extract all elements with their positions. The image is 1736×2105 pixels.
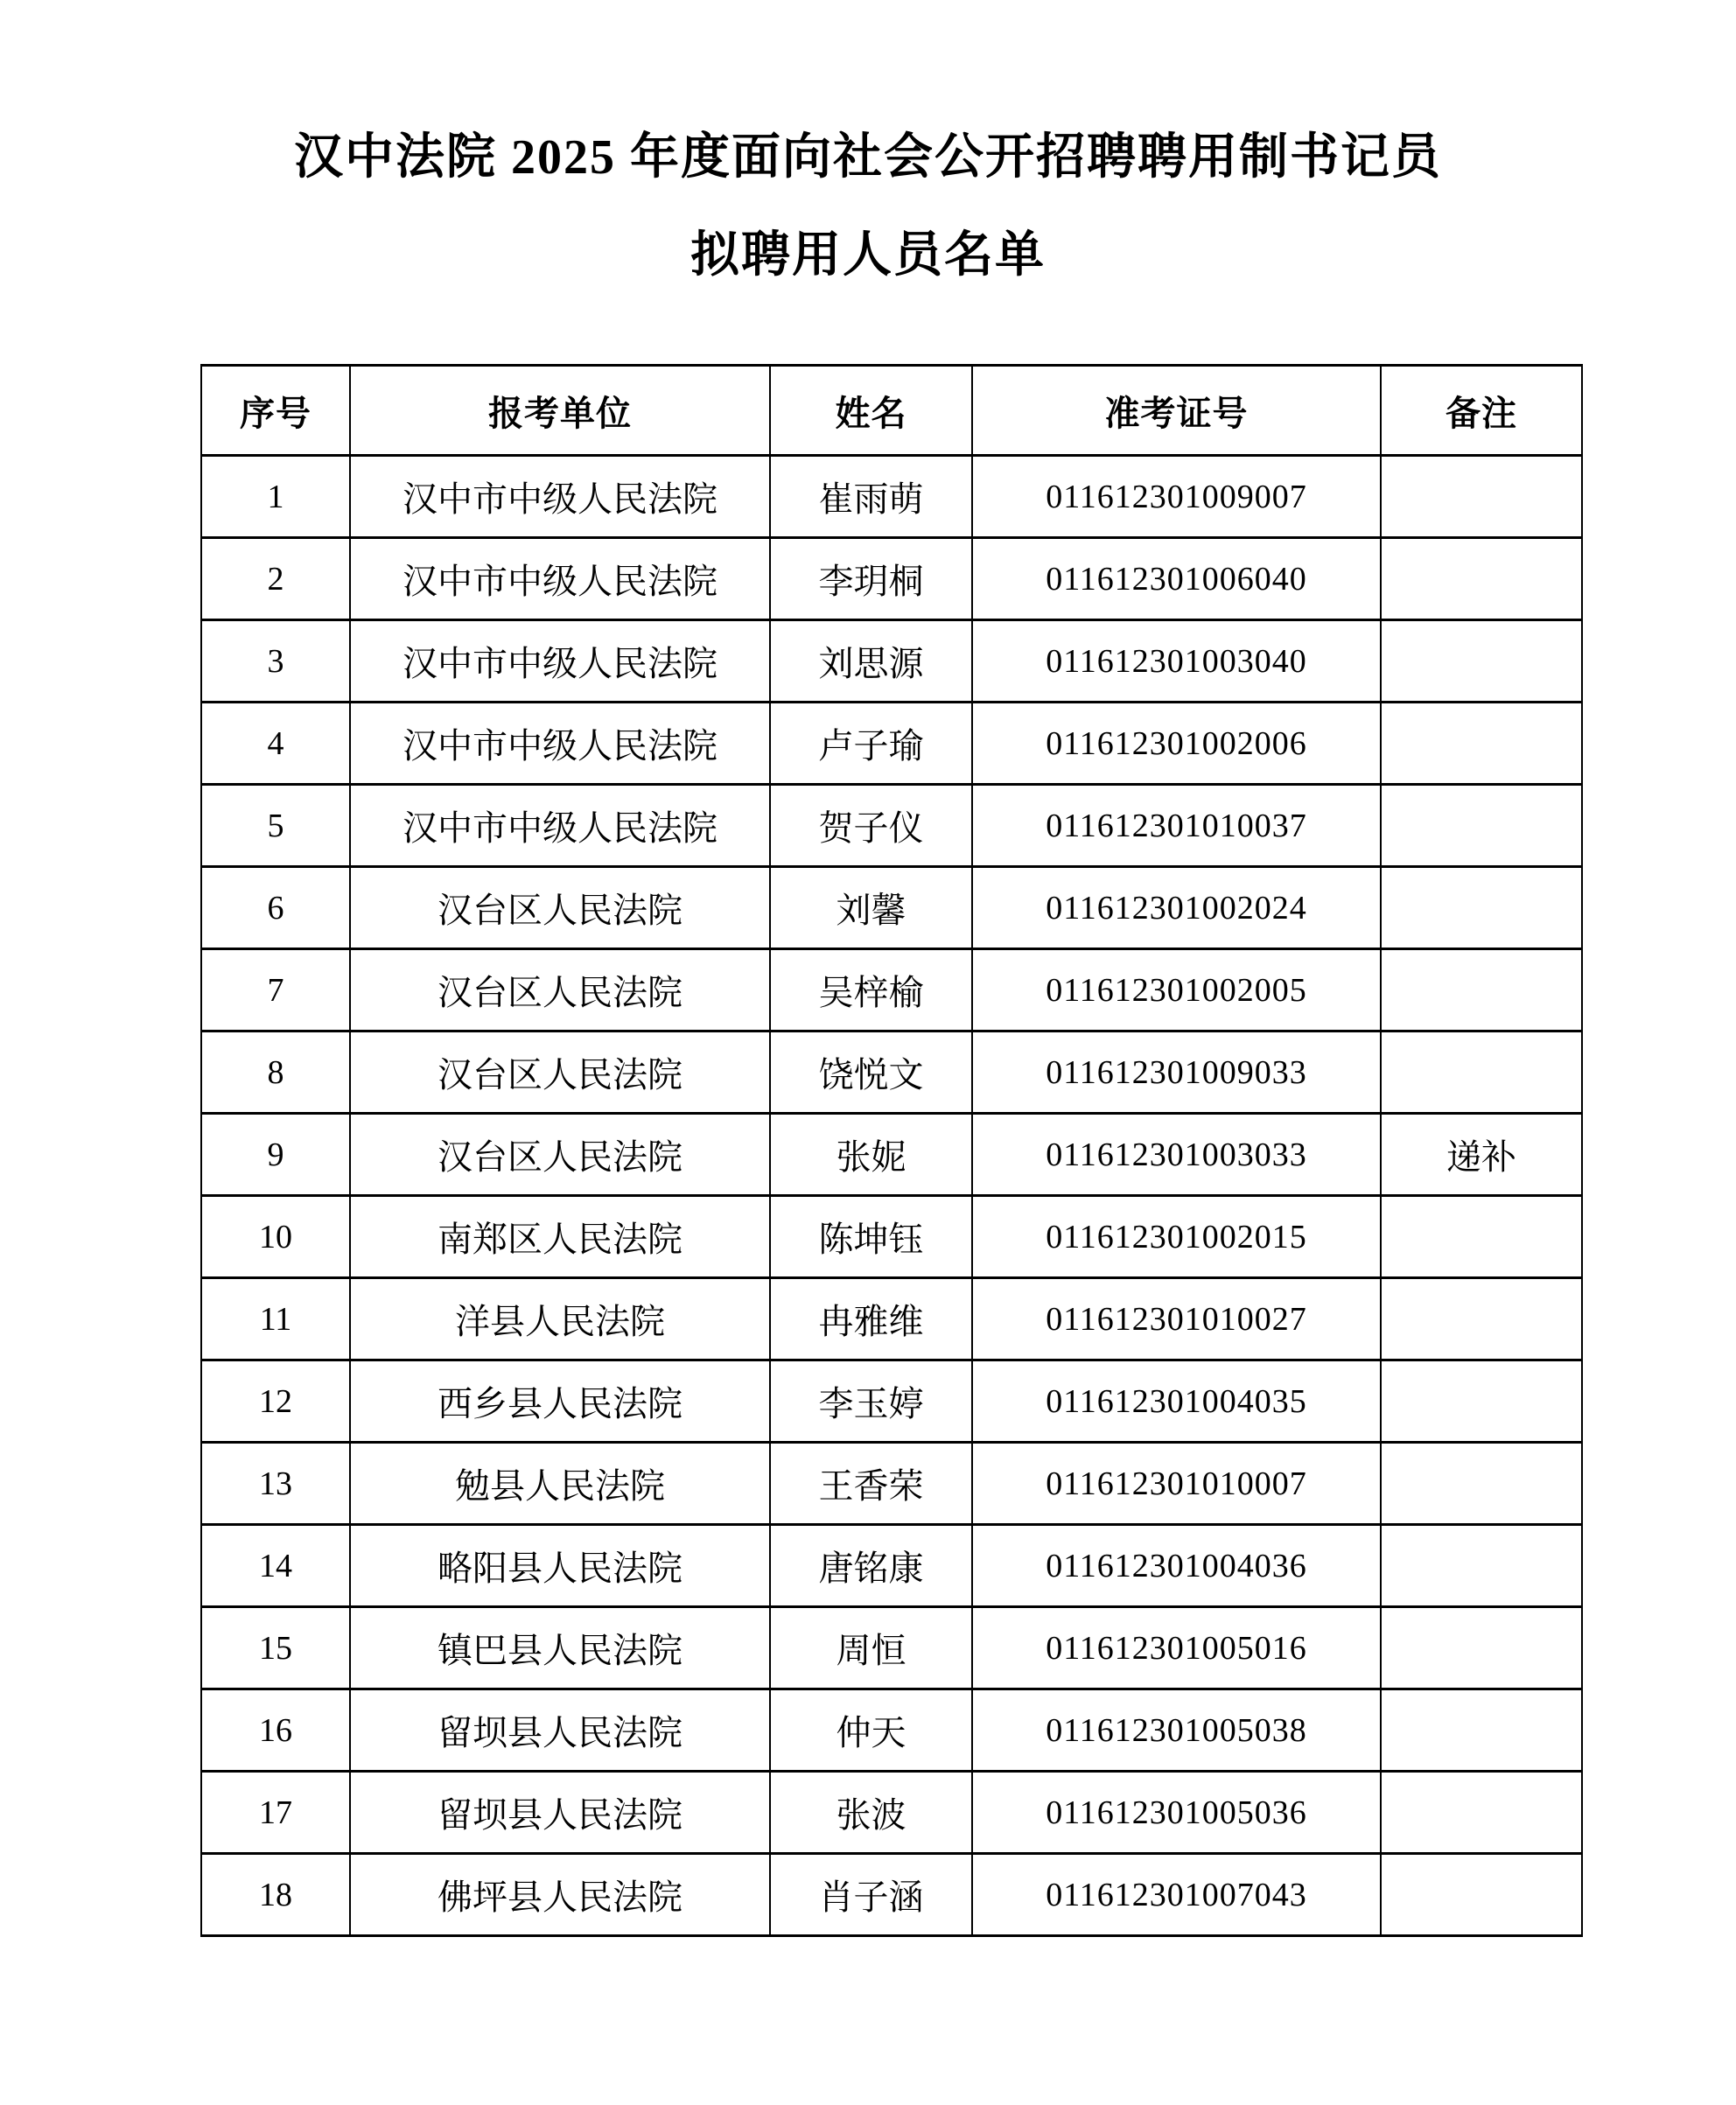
cell-name: 吴梓榆	[770, 949, 972, 1032]
cell-ticket: 011612301009033	[972, 1032, 1381, 1114]
header-remark: 备注	[1381, 366, 1582, 456]
cell-remark	[1381, 867, 1582, 949]
cell-seq: 8	[201, 1032, 350, 1114]
cell-remark	[1381, 620, 1582, 703]
table-row	[201, 538, 1582, 620]
cell-ticket: 011612301005038	[972, 1689, 1381, 1772]
cell-remark	[1381, 785, 1582, 867]
cell-ticket: 011612301010037	[972, 785, 1381, 867]
table-row	[201, 456, 1582, 538]
cell-name: 王香荣	[770, 1443, 972, 1525]
cell-seq: 7	[201, 949, 350, 1032]
table-row	[201, 1032, 1582, 1114]
cell-unit: 汉中市中级人民法院	[350, 456, 770, 538]
cell-unit: 汉中市中级人民法院	[350, 538, 770, 620]
table-row	[201, 1772, 1582, 1854]
cell-name: 张波	[770, 1772, 972, 1854]
cell-seq: 9	[201, 1114, 350, 1196]
header-name: 姓名	[770, 366, 972, 456]
cell-unit: 镇巴县人民法院	[350, 1607, 770, 1689]
cell-name: 陈坤钰	[770, 1196, 972, 1278]
cell-ticket: 011612301009007	[972, 456, 1381, 538]
cell-ticket: 011612301006040	[972, 538, 1381, 620]
cell-name: 唐铭康	[770, 1525, 972, 1607]
cell-name: 冉雅维	[770, 1278, 972, 1360]
cell-ticket: 011612301003033	[972, 1114, 1381, 1196]
cell-ticket: 011612301007043	[972, 1854, 1381, 1936]
cell-name: 刘思源	[770, 620, 972, 703]
cell-ticket: 011612301004035	[972, 1360, 1381, 1443]
cell-ticket: 011612301005016	[972, 1607, 1381, 1689]
cell-name: 李玥桐	[770, 538, 972, 620]
table-row	[201, 1114, 1582, 1196]
header-unit: 报考单位	[350, 366, 770, 456]
cell-seq: 3	[201, 620, 350, 703]
cell-name: 张妮	[770, 1114, 972, 1196]
cell-remark	[1381, 1032, 1582, 1114]
cell-seq: 18	[201, 1854, 350, 1936]
cell-remark	[1381, 1278, 1582, 1360]
cell-unit: 汉台区人民法院	[350, 1032, 770, 1114]
cell-remark	[1381, 1525, 1582, 1607]
cell-unit: 汉中市中级人民法院	[350, 620, 770, 703]
cell-remark	[1381, 538, 1582, 620]
cell-unit: 汉台区人民法院	[350, 867, 770, 949]
cell-ticket: 011612301002015	[972, 1196, 1381, 1278]
cell-seq: 13	[201, 1443, 350, 1525]
cell-remark	[1381, 1689, 1582, 1772]
table-row	[201, 1443, 1582, 1525]
document-title-line2: 拟聘用人员名单	[690, 228, 1046, 283]
cell-name: 卢子瑜	[770, 703, 972, 785]
cell-seq: 2	[201, 538, 350, 620]
cell-remark	[1381, 1854, 1582, 1936]
table-body	[201, 456, 1582, 1936]
cell-unit: 略阳县人民法院	[350, 1525, 770, 1607]
cell-unit: 汉中市中级人民法院	[350, 703, 770, 785]
cell-name: 饶悦文	[770, 1032, 972, 1114]
cell-name: 李玉婷	[770, 1360, 972, 1443]
cell-unit: 勉县人民法院	[350, 1443, 770, 1525]
cell-remark: 递补	[1381, 1114, 1582, 1196]
cell-remark	[1381, 1772, 1582, 1854]
cell-unit: 汉台区人民法院	[350, 1114, 770, 1196]
cell-remark	[1381, 949, 1582, 1032]
cell-name: 崔雨萌	[770, 456, 972, 538]
cell-unit: 西乡县人民法院	[350, 1360, 770, 1443]
cell-remark	[1381, 456, 1582, 538]
cell-unit: 南郑区人民法院	[350, 1196, 770, 1278]
cell-seq: 15	[201, 1607, 350, 1689]
header-seq: 序号	[201, 366, 350, 456]
table-row	[201, 1607, 1582, 1689]
cell-name: 周恒	[770, 1607, 972, 1689]
cell-ticket: 011612301010027	[972, 1278, 1381, 1360]
cell-ticket: 011612301003040	[972, 620, 1381, 703]
table-row	[201, 703, 1582, 785]
cell-remark	[1381, 1196, 1582, 1278]
cell-remark	[1381, 1443, 1582, 1525]
cell-ticket: 011612301005036	[972, 1772, 1381, 1854]
document-title-line1: 汉中法院 2025 年度面向社会公开招聘聘用制书记员	[294, 130, 1442, 185]
cell-remark	[1381, 1360, 1582, 1443]
cell-seq: 16	[201, 1689, 350, 1772]
cell-seq: 14	[201, 1525, 350, 1607]
cell-seq: 1	[201, 456, 350, 538]
cell-ticket: 011612301010007	[972, 1443, 1381, 1525]
cell-ticket: 011612301002005	[972, 949, 1381, 1032]
cell-name: 肖子涵	[770, 1854, 972, 1936]
cell-name: 仲天	[770, 1689, 972, 1772]
cell-remark	[1381, 703, 1582, 785]
table-row	[201, 949, 1582, 1032]
cell-unit: 汉台区人民法院	[350, 949, 770, 1032]
table-row	[201, 620, 1582, 703]
cell-seq: 11	[201, 1278, 350, 1360]
table-row	[201, 1525, 1582, 1607]
table-row	[201, 1689, 1582, 1772]
cell-unit: 洋县人民法院	[350, 1278, 770, 1360]
cell-unit: 留坝县人民法院	[350, 1689, 770, 1772]
cell-ticket: 011612301004036	[972, 1525, 1381, 1607]
table-row	[201, 1196, 1582, 1278]
table-row	[201, 1854, 1582, 1936]
table-header-row	[201, 366, 1582, 456]
table-row	[201, 1278, 1582, 1360]
table-row	[201, 867, 1582, 949]
cell-seq: 6	[201, 867, 350, 949]
cell-unit: 汉中市中级人民法院	[350, 785, 770, 867]
cell-unit: 留坝县人民法院	[350, 1772, 770, 1854]
cell-remark	[1381, 1607, 1582, 1689]
table-row	[201, 1360, 1582, 1443]
cell-seq: 4	[201, 703, 350, 785]
cell-ticket: 011612301002024	[972, 867, 1381, 949]
cell-seq: 10	[201, 1196, 350, 1278]
table-row	[201, 785, 1582, 867]
cell-seq: 5	[201, 785, 350, 867]
hire-roster-table	[200, 364, 1583, 1937]
cell-seq: 17	[201, 1772, 350, 1854]
cell-ticket: 011612301002006	[972, 703, 1381, 785]
cell-name: 贺子仪	[770, 785, 972, 867]
cell-seq: 12	[201, 1360, 350, 1443]
cell-unit: 佛坪县人民法院	[350, 1854, 770, 1936]
header-ticket: 准考证号	[972, 366, 1381, 456]
cell-name: 刘馨	[770, 867, 972, 949]
